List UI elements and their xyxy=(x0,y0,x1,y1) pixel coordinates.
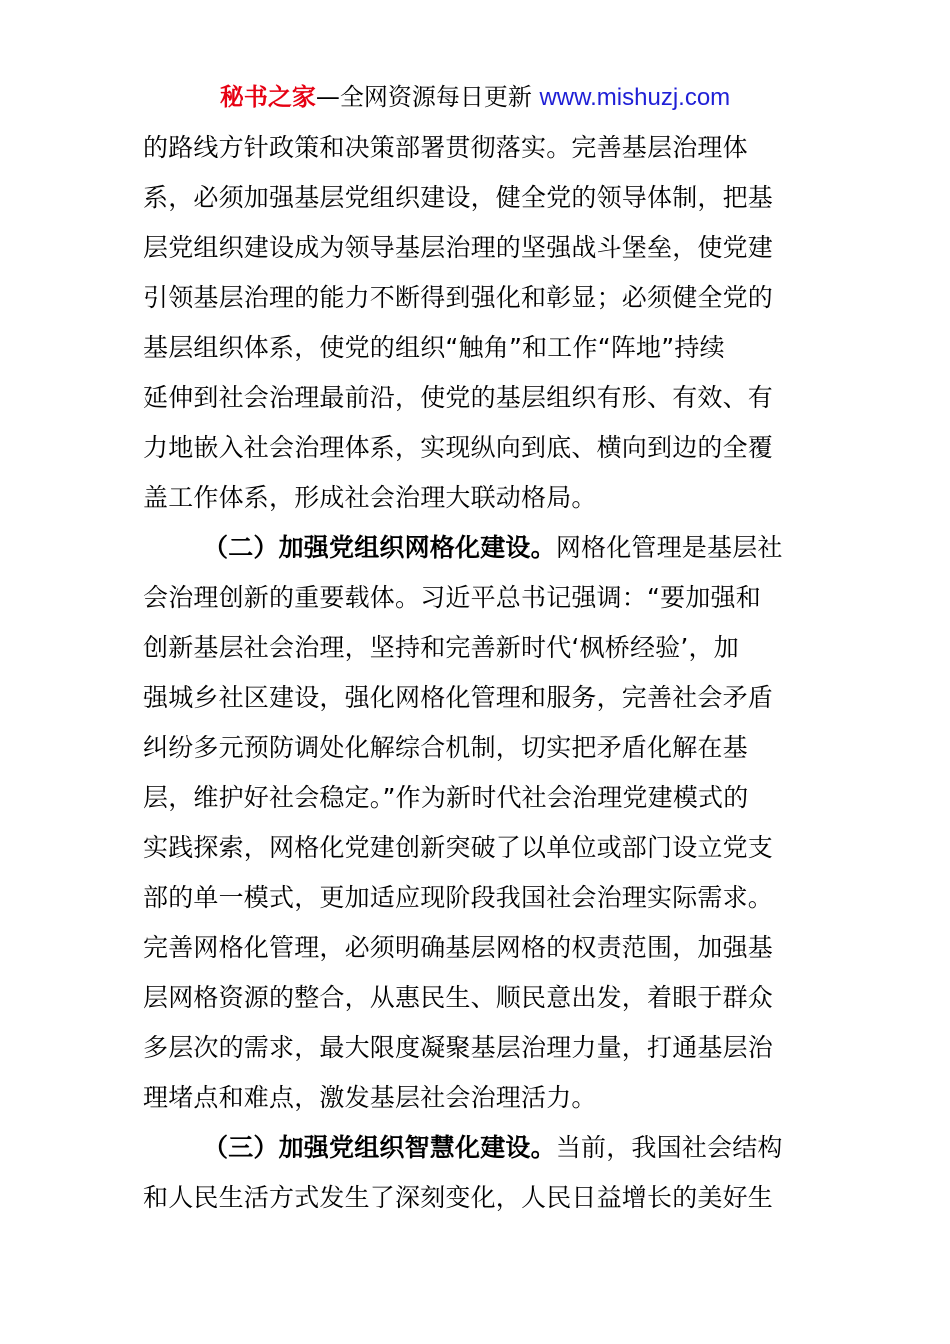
site-header xyxy=(0,80,950,115)
text-line: 创新基层社会治理，坚持和完善新时代‘枫桥经验’，加 xyxy=(143,633,739,662)
text-line: 当前，我国社会结构 xyxy=(555,1133,783,1162)
text-line: 纠纷多元预防调处化解综合机制，切实把矛盾化解在基 xyxy=(143,733,748,762)
text-line: 基层组织体系，使党的组织“触角”和工作“阵地”持续 xyxy=(143,333,725,362)
text-line: 的路线方针政策和决策部署贯彻落实。完善基层治理体 xyxy=(143,133,748,162)
text-line: 理堵点和难点，激发基层社会治理活力。 xyxy=(143,1083,597,1112)
text-line: 力地嵌入社会治理体系，实现纵向到底、横向到边的全覆 xyxy=(143,433,774,462)
text-line: 网格化管理是基层社 xyxy=(555,533,783,562)
text-line: 部的单一模式，更加适应现阶段我国社会治理实际需求。 xyxy=(143,883,774,912)
text-line: 层，维护好社会稳定。”作为新时代社会治理党建模式的 xyxy=(143,783,749,812)
text-line: 多层次的需求，最大限度凝聚基层治理力量，打通基层治 xyxy=(143,1033,774,1062)
section-heading-3: （三）加强党组织智慧化建设。 xyxy=(203,1133,556,1162)
text-line: 完善网格化管理，必须明确基层网格的权责范围，加强基 xyxy=(143,933,774,962)
text-line: 强城乡社区建设，强化网格化管理和服务，完善社会矛盾 xyxy=(143,683,774,712)
text-line: 实践探索，网格化党建创新突破了以单位或部门设立党支 xyxy=(143,833,774,862)
site-slogan: —全网资源每日更新 xyxy=(315,83,540,111)
paragraph-3-first-line xyxy=(143,1123,807,1173)
text-line: 和人民生活方式发生了深刻变化，人民日益增长的美好生 xyxy=(143,1183,774,1212)
text-line: 盖工作体系，形成社会治理大联动格局。 xyxy=(143,483,597,512)
paragraph-2-first-line xyxy=(143,523,807,573)
text-line: 延伸到社会治理最前沿，使党的基层组织有形、有效、有 xyxy=(143,383,774,412)
text-line: 会治理创新的重要载体。习近平总书记强调：“要加强和 xyxy=(143,583,761,612)
section-heading-2: （二）加强党组织网格化建设。 xyxy=(203,533,556,562)
document-body xyxy=(143,123,807,1223)
text-line: 层网格资源的整合，从惠民生、顺民意出发，着眼于群众 xyxy=(143,983,774,1012)
text-line: 系，必须加强基层党组织建设，健全党的领导体制，把基 xyxy=(143,183,774,212)
text-line: 引领基层治理的能力不断得到强化和彰显；必须健全党的 xyxy=(143,283,774,312)
text-line: 层党组织建设成为领导基层治理的坚强战斗堡垒，使党建 xyxy=(143,233,774,262)
site-brand: 秘书之家 xyxy=(219,83,316,111)
site-url[interactable]: www.mishuzj.com xyxy=(539,84,731,111)
